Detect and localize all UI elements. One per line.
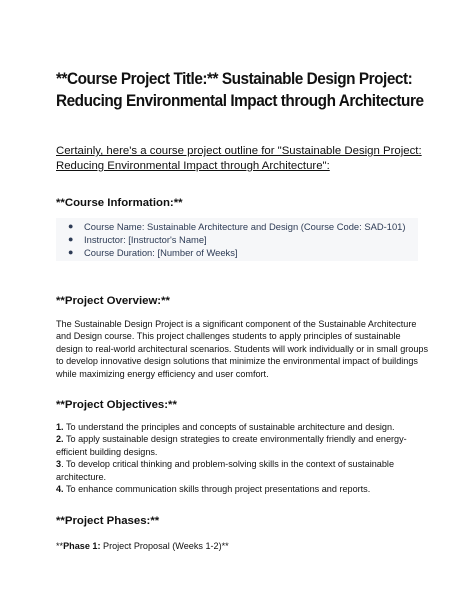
bullet-icon: ● <box>68 234 74 244</box>
course-duration: Course Duration: [Number of Weeks] <box>84 247 238 258</box>
list-item <box>56 233 418 246</box>
project-overview-text: The Sustainable Design Project is a significant component of the Sustainable Architecture and Design course. This project challenges students to apply principles of sustainable design to real-world architectural scenarios. Students will work individually or in small groups to develop innovative design solutions that minimize the environmental impact of buildings while maximizing energy efficiency and user comfort. <box>56 319 428 379</box>
title-line-2: Reducing Environmental Impact through Architecture <box>56 92 424 110</box>
objectives-list <box>56 421 428 495</box>
phase-1-line <box>56 540 229 552</box>
phase-1-label: Phase 1: <box>63 541 101 551</box>
intro-link-text[interactable]: Certainly, here's a course project outline for "Sustainable Design Project: Reducing Environmental Impact through Architecture": <box>56 145 422 172</box>
objective-number: 4. <box>56 484 64 495</box>
bullet-icon: ● <box>68 247 74 257</box>
instructor: Instructor: [Instructor's Name] <box>84 234 207 245</box>
objective-text: To understand the principles and concepts of sustainable architecture and design. <box>63 422 395 432</box>
list-item <box>56 483 428 495</box>
phase-1-text: Project Proposal (Weeks 1-2)** <box>100 541 229 551</box>
project-overview-heading: **Project Overview:** <box>56 295 170 307</box>
objective-number: 1. <box>56 422 64 432</box>
document-title <box>56 68 424 112</box>
list-item <box>56 421 428 433</box>
objective-text: . To develop critical thinking and problem-solving skills in the context of sustainable architecture. <box>56 459 395 482</box>
objective-number: 2. <box>56 434 64 445</box>
list-item <box>56 433 428 458</box>
phase-1-prefix: ** <box>56 541 64 551</box>
project-objectives-heading: **Project Objectives:** <box>56 399 177 411</box>
list-item <box>56 220 418 233</box>
objective-text: To enhance communication skills through project presentations and reports. <box>63 484 371 495</box>
course-info-list <box>56 218 418 261</box>
list-item <box>56 246 418 259</box>
objective-text: To apply sustainable design strategies to create environmentally friendly and energy-efficient building designs. <box>56 434 407 457</box>
list-item <box>56 458 428 483</box>
project-phases-heading: **Project Phases:** <box>56 515 160 527</box>
title-line-1: **Course Project Title:** Sustainable Design Project: <box>56 70 413 88</box>
objective-number: 3 <box>56 459 62 470</box>
bullet-icon: ● <box>68 221 74 231</box>
course-info-heading: **Course Information:** <box>56 197 183 209</box>
course-name: Course Name: Sustainable Architecture and Design (Course Code: SAD-101) <box>84 221 406 232</box>
